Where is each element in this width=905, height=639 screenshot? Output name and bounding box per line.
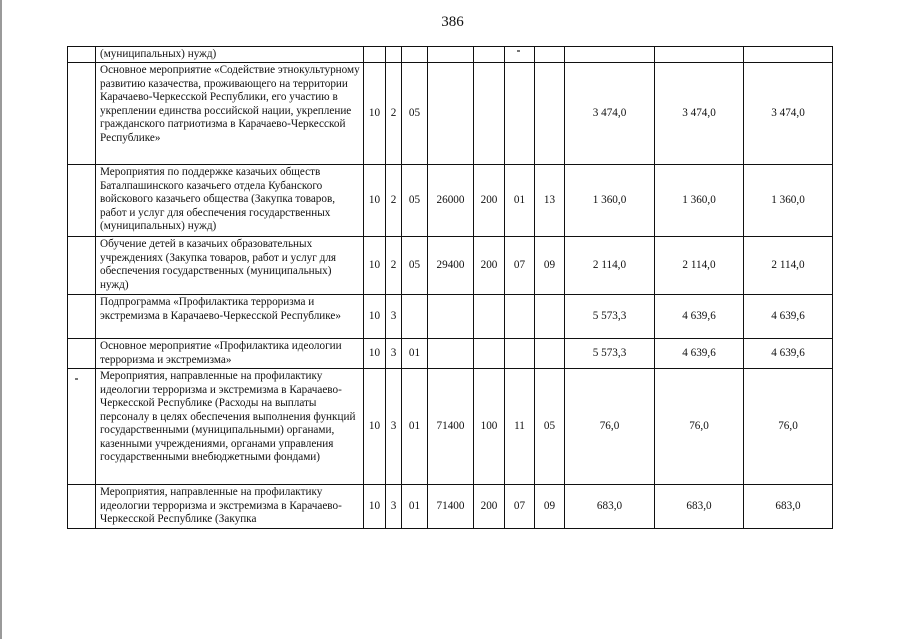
row-marker-cell <box>68 165 96 237</box>
code-cell <box>505 47 535 63</box>
amount-cell: 1 360,0 <box>744 165 833 237</box>
amount-cell: 2 114,0 <box>655 237 744 295</box>
amount-cell <box>655 47 744 63</box>
table-body <box>68 47 833 529</box>
amount-cell: 3 474,0 <box>565 63 655 165</box>
amount-cell <box>565 47 655 63</box>
code-cell <box>474 63 505 165</box>
code-cell: 3 <box>386 339 402 369</box>
amount-cell: 4 639,6 <box>744 339 833 369</box>
table-row <box>68 339 833 369</box>
code-cell: 71400 <box>428 485 474 529</box>
amount-cell: 4 639,6 <box>744 295 833 339</box>
table-row <box>68 47 833 63</box>
amount-cell: 683,0 <box>565 485 655 529</box>
code-cell: 100 <box>474 369 505 485</box>
page-number: 386 <box>441 14 464 30</box>
expense-name: Мероприятия, направленные на профилактику идеологии терроризма и экстремизма в Карачаево-Черкесской Республике (Закупка <box>96 485 364 529</box>
table-row <box>68 295 833 339</box>
code-cell: 10 <box>364 485 386 529</box>
code-cell: 10 <box>364 295 386 339</box>
row-marker-cell <box>68 63 96 165</box>
code-cell: 26000 <box>428 165 474 237</box>
code-cell <box>505 63 535 165</box>
amount-cell: 683,0 <box>744 485 833 529</box>
code-cell: 3 <box>386 369 402 485</box>
code-cell: 05 <box>402 165 428 237</box>
code-cell: 2 <box>386 63 402 165</box>
row-marker-cell <box>68 369 96 485</box>
table-row <box>68 369 833 485</box>
code-cell <box>428 63 474 165</box>
expense-name: Мероприятия по поддержке казачьих обществ Баталпашинского казачьего отдела Кубанского войскового казачьего общества (Закупка товаров, работ и услуг для обеспечения государственных (муниципальных) нужд) <box>96 165 364 237</box>
code-cell: 3 <box>386 295 402 339</box>
amount-cell: 3 474,0 <box>655 63 744 165</box>
code-cell <box>474 339 505 369</box>
code-cell: 200 <box>474 165 505 237</box>
amount-cell: 76,0 <box>655 369 744 485</box>
code-cell: 13 <box>535 165 565 237</box>
code-cell: 05 <box>402 237 428 295</box>
code-cell: 2 <box>386 237 402 295</box>
amount-cell: 3 474,0 <box>744 63 833 165</box>
code-cell <box>535 63 565 165</box>
budget-table <box>67 46 833 529</box>
expense-name: Основное мероприятие «Содействие этнокультурному развитию казачества, проживающего на территории Карачаево-Черкесской Республики, его участию в укреплении единства российской нации, укрепление гражданского патриотизма в Карачаево-Черкесской Республике» <box>96 63 364 165</box>
row-marker-cell <box>68 237 96 295</box>
amount-cell: 76,0 <box>565 369 655 485</box>
expense-name: Основное мероприятие «Профилактика идеологии терроризма и экстремизма» <box>96 339 364 369</box>
code-cell <box>474 295 505 339</box>
table-row <box>68 485 833 529</box>
code-cell: 3 <box>386 485 402 529</box>
code-cell: 05 <box>535 369 565 485</box>
code-cell: 01 <box>505 165 535 237</box>
code-cell <box>428 47 474 63</box>
amount-cell: 683,0 <box>655 485 744 529</box>
code-cell: 09 <box>535 485 565 529</box>
amount-cell <box>744 47 833 63</box>
code-cell: 07 <box>505 237 535 295</box>
row-marker-cell <box>68 295 96 339</box>
code-cell <box>386 47 402 63</box>
code-cell: 01 <box>402 339 428 369</box>
code-cell <box>364 47 386 63</box>
amount-cell: 5 573,3 <box>565 295 655 339</box>
code-cell: 29400 <box>428 237 474 295</box>
amount-cell: 2 114,0 <box>565 237 655 295</box>
code-cell: 10 <box>364 369 386 485</box>
expense-name: Подпрограмма «Профилактика терроризма и экстремизма в Карачаево-Черкесской Республике» <box>96 295 364 339</box>
code-cell: 11 <box>505 369 535 485</box>
code-cell: 01 <box>402 485 428 529</box>
amount-cell: 5 573,3 <box>565 339 655 369</box>
code-cell: 71400 <box>428 369 474 485</box>
code-cell: 10 <box>364 237 386 295</box>
table-row <box>68 63 833 165</box>
code-cell: 07 <box>505 485 535 529</box>
expense-name: Обучение детей в казачьих образовательных учреждениях (Закупка товаров, работ и услуг для обеспечения государственных (муниципальных) нужд) <box>96 237 364 295</box>
code-cell <box>428 295 474 339</box>
amount-cell: 2 114,0 <box>744 237 833 295</box>
scan-left-edge <box>0 0 2 639</box>
code-cell: 05 <box>402 63 428 165</box>
code-cell: 01 <box>402 369 428 485</box>
code-cell: 09 <box>535 237 565 295</box>
amount-cell: 76,0 <box>744 369 833 485</box>
row-marker-cell <box>68 47 96 63</box>
amount-cell: 4 639,6 <box>655 295 744 339</box>
code-cell <box>535 47 565 63</box>
code-cell: 10 <box>364 63 386 165</box>
code-cell: 10 <box>364 165 386 237</box>
code-cell <box>428 339 474 369</box>
code-cell <box>402 47 428 63</box>
code-cell <box>535 295 565 339</box>
code-cell: 2 <box>386 165 402 237</box>
code-cell <box>402 295 428 339</box>
amount-cell: 4 639,6 <box>655 339 744 369</box>
code-cell: 200 <box>474 485 505 529</box>
amount-cell: 1 360,0 <box>565 165 655 237</box>
code-cell: 200 <box>474 237 505 295</box>
table-row <box>68 165 833 237</box>
table-row <box>68 237 833 295</box>
code-cell <box>474 47 505 63</box>
row-marker-cell <box>68 485 96 529</box>
expense-name: Мероприятия, направленные на профилактику идеологии терроризма и экстремизма в Карачаево-Черкесской Республике (Расходы на выплаты персоналу в целях обеспечения выполнения функций государственными (муниципальными) органами, казенными учреждениями, органами управления государственными внебюджетными фондами) <box>96 369 364 485</box>
code-cell: 10 <box>364 339 386 369</box>
code-cell <box>535 339 565 369</box>
row-marker-cell <box>68 339 96 369</box>
code-cell <box>505 295 535 339</box>
code-cell <box>505 339 535 369</box>
expense-name: (муниципальных) нужд) <box>96 47 364 63</box>
amount-cell: 1 360,0 <box>655 165 744 237</box>
